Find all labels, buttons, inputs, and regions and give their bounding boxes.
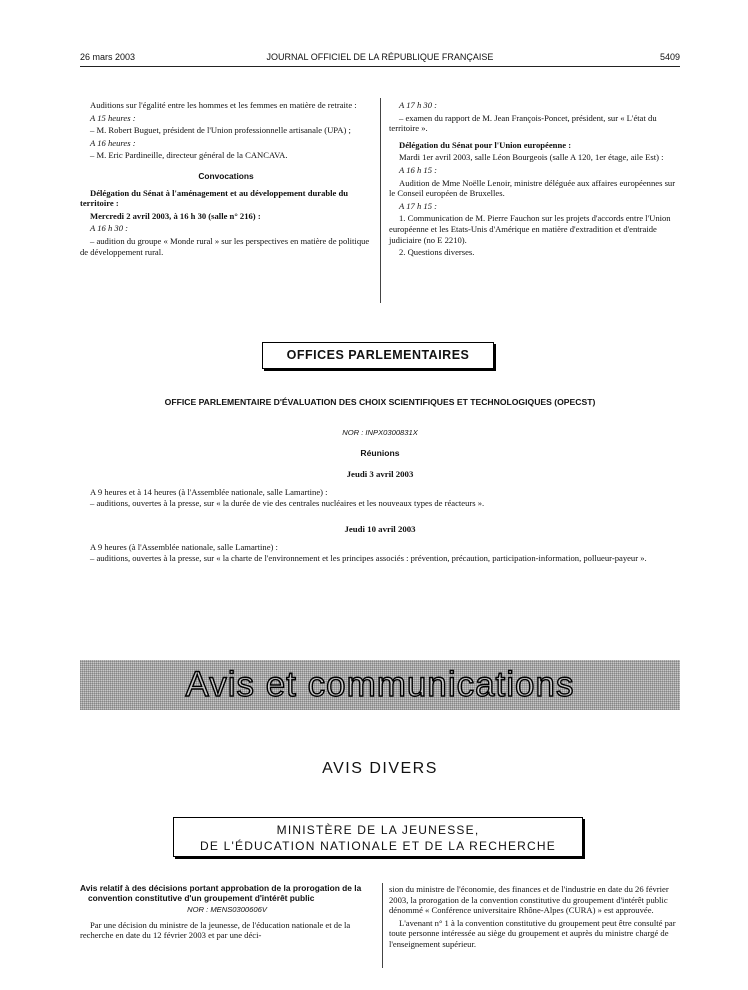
- list-item: – audition du groupe « Monde rural » sur les perspectives en matière de politique de développement rural.: [80, 235, 370, 257]
- session-time: A 9 heures (à l'Assemblée nationale, salle Lamartine) :: [90, 542, 278, 552]
- notice-paragraph: sion du ministre de l'économie, des finances et de l'industrie en date du 26 février 2003, la prorogation de la convention constitutive du groupement d'intérêt public dénommé « Conférence universitaire Rhône-Alpes (CURA) » est approuvée.: [389, 884, 669, 916]
- ministry-line-1: MINISTÈRE DE LA JEUNESSE,: [276, 823, 480, 837]
- right-column-top: [389, 100, 679, 260]
- opecst-session-1: [80, 487, 680, 508]
- delegation-heading: Délégation du Sénat à l'aménagement et au développement durable du territoire :: [80, 187, 349, 209]
- reunions-heading: Réunions: [360, 448, 400, 458]
- column-divider: [380, 98, 381, 303]
- section-heading-convocations: Convocations: [198, 170, 254, 181]
- header-date: 26 mars 2003: [80, 52, 136, 62]
- right-column-bottom: [389, 884, 679, 952]
- ministry-box: [173, 817, 583, 857]
- nor-code: NOR : MENS0300606V: [187, 905, 267, 915]
- list-item: – examen du rapport de M. Jean François-Poncet, président, sur « L'état du territoire ».: [389, 112, 657, 134]
- list-item: – M. Robert Buguet, président de l'Union professionnelle artisanale (UPA) ;: [90, 125, 351, 136]
- nor-code: NOR : INPX0300831X: [342, 428, 418, 437]
- notice-paragraph: Par une décision du ministre de la jeunesse, de l'éducation nationale et de la recherche en date du 12 février 2003 et par une déci-: [80, 919, 351, 941]
- date-heading: Jeudi 3 avril 2003: [346, 469, 414, 479]
- list-item: – M. Eric Pardineille, directeur général de la CANCAVA.: [90, 150, 288, 161]
- list-item: 1. Communication de M. Pierre Fauchon sur les projets d'accords entre l'Union européenne et les Etats-Unis d'Amérique en matière d'extradition et d'entraide judiciaire (no E 2210).: [389, 213, 671, 245]
- list-item: 2. Questions diverses.: [399, 247, 475, 258]
- delegation-heading: Délégation du Sénat pour l'Union européenne :: [399, 139, 572, 150]
- left-column-top: [80, 100, 372, 259]
- page-header: [80, 52, 680, 66]
- column-divider: [382, 883, 383, 968]
- text-audition: Audition de Mme Noëlle Lenoir, ministre déléguée aux affaires européennes sur le Conseil européen de Bruxelles.: [389, 177, 676, 199]
- text-auditions: Auditions sur l'égalité entre les hommes et les femmes en matière de retraite :: [90, 100, 357, 110]
- time-label: A 16 h 15 :: [399, 164, 438, 175]
- banner-title: Avis et communications: [185, 665, 575, 704]
- time-label: A 17 h 15 :: [399, 200, 438, 211]
- left-column-bottom: [80, 884, 374, 943]
- date-heading: Jeudi 10 avril 2003: [344, 524, 416, 534]
- session-time: A 9 heures et à 14 heures (à l'Assemblée nationale, salle Lamartine) :: [90, 487, 328, 497]
- date-line: Mardi 1er avril 2003, salle Léon Bourgeois (salle A 120, 1er étage, aile Est) :: [399, 152, 664, 163]
- opecst-title: OFFICE PARLEMENTAIRE D'ÉVALUATION DES CHOIX SCIENTIFIQUES ET TECHNOLOGIQUES (OPECST): [164, 397, 596, 407]
- header-rule: [80, 66, 680, 67]
- section-box-offices: OFFICES PARLEMENTAIRES: [262, 342, 494, 369]
- session-item: – auditions, ouvertes à la presse, sur « la charte de l'environnement et les principes associés : prévention, précaution, participation-information, pollueur-payeur ».: [90, 552, 647, 563]
- date-line: Mercredi 2 avril 2003, à 16 h 30 (salle n° 216) :: [90, 210, 261, 221]
- section-banner: [80, 660, 680, 710]
- ministry-line-2: DE L'ÉDUCATION NATIONALE ET DE LA RECHERCHE: [200, 839, 556, 853]
- notice-title: Avis relatif à des décisions portant approbation de la prorogation de la convention constitutive d'un groupement d'intérêt public: [80, 883, 362, 903]
- time-label: A 16 heures :: [90, 137, 136, 148]
- session-item: – auditions, ouvertes à la presse, sur « la durée de vie des centrales nucléaires et les nouveaux types de réacteurs ».: [90, 497, 485, 508]
- opecst-session-2: [80, 542, 680, 563]
- avis-divers-heading: AVIS DIVERS: [322, 760, 438, 777]
- time-label: A 15 heures :: [90, 112, 136, 123]
- time-label: A 17 h 30 :: [399, 100, 438, 110]
- time-label: A 16 h 30 :: [90, 223, 129, 234]
- journal-title: JOURNAL OFFICIEL DE LA RÉPUBLIQUE FRANÇAISE: [266, 52, 494, 62]
- notice-paragraph: L'avenant n° 1 à la convention constitutive du groupement peut être consulté par toute personne intéressée au siège du groupement et auprès du ministre chargé de l'enseignement supérieur.: [389, 917, 676, 949]
- page-number: 5409: [659, 52, 680, 62]
